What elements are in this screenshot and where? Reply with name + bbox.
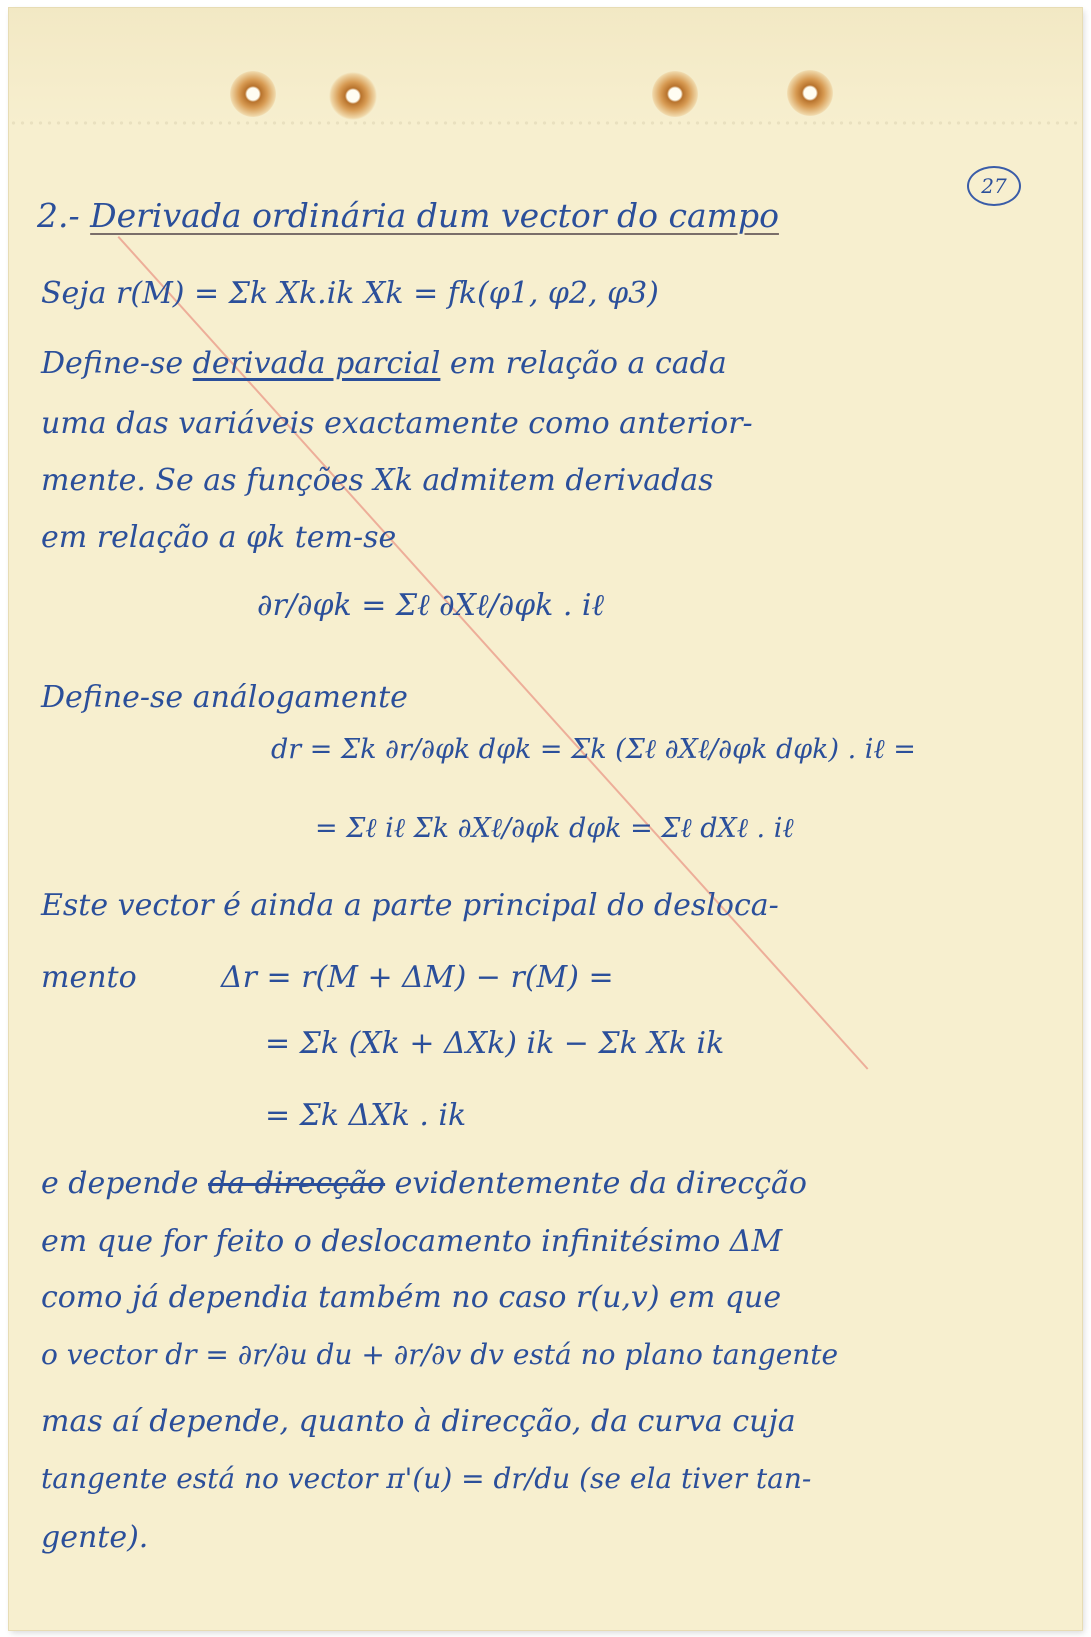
section-heading bbox=[37, 196, 779, 235]
text-line: tangente está no vector π'(u) = dr/du (se ela tiver tan- bbox=[41, 1462, 812, 1495]
equation: dr = Σk ∂r/∂φk dφk = Σk (Σℓ ∂Xℓ/∂φk dφk) . iℓ = bbox=[271, 734, 916, 765]
binder-hole bbox=[652, 71, 698, 117]
text-line: uma das variáveis exactamente como anterior- bbox=[41, 406, 753, 441]
struck-out-text: da direcção bbox=[208, 1166, 386, 1201]
equation: = Σℓ iℓ Σk ∂Xℓ/∂φk dφk = Σℓ dXℓ . iℓ bbox=[315, 813, 794, 844]
binder-hole bbox=[325, 68, 381, 124]
text-line: o vector dr = ∂r/∂u du + ∂r/∂v dv está no plano tangente bbox=[41, 1338, 839, 1371]
text-line: Seja r(M) = Σk Xk.ik Xk = fk(φ1, φ2, φ3) bbox=[41, 276, 659, 311]
section-title: Derivada ordinária dum vector do campo bbox=[90, 196, 779, 235]
equation: ∂r/∂φk = Σℓ ∂Xℓ/∂φk . iℓ bbox=[257, 588, 604, 623]
text-line: Define-se derivada parcial em relação a cada bbox=[41, 346, 727, 381]
text-line: mente. Se as funções Xk admitem derivadas bbox=[41, 463, 714, 498]
text-line: e depende da direcção evidentemente da direcção bbox=[41, 1166, 807, 1201]
text-line: em que for feito o deslocamento infinitésimo ΔM bbox=[41, 1224, 783, 1259]
perforation-line bbox=[9, 120, 1082, 126]
binder-hole bbox=[787, 70, 833, 116]
text-line: mento bbox=[41, 960, 137, 995]
underlined-term: derivada parcial bbox=[192, 346, 441, 381]
binder-hole bbox=[230, 71, 276, 117]
text-line: gente). bbox=[41, 1520, 149, 1555]
text-line: Define-se análogamente bbox=[41, 680, 408, 715]
text-line: como já dependia também no caso r(u,v) em que bbox=[41, 1280, 782, 1315]
text-line: mas aí depende, quanto à direcção, da curva cuja bbox=[41, 1404, 796, 1439]
equation: Δr = r(M + ΔM) − r(M) = bbox=[221, 960, 614, 995]
top-shading bbox=[9, 8, 1082, 126]
notebook-page bbox=[9, 8, 1082, 1630]
section-number: 2.- bbox=[37, 196, 80, 235]
text-line: Este vector é ainda a parte principal do desloca- bbox=[41, 888, 779, 923]
page-number: 27 bbox=[967, 166, 1021, 206]
equation: = Σk (Xk + ΔXk) ik − Σk Xk ik bbox=[265, 1026, 725, 1061]
equation: = Σk ΔXk . ik bbox=[265, 1098, 467, 1133]
text-line: em relação a φk tem-se bbox=[41, 520, 397, 555]
